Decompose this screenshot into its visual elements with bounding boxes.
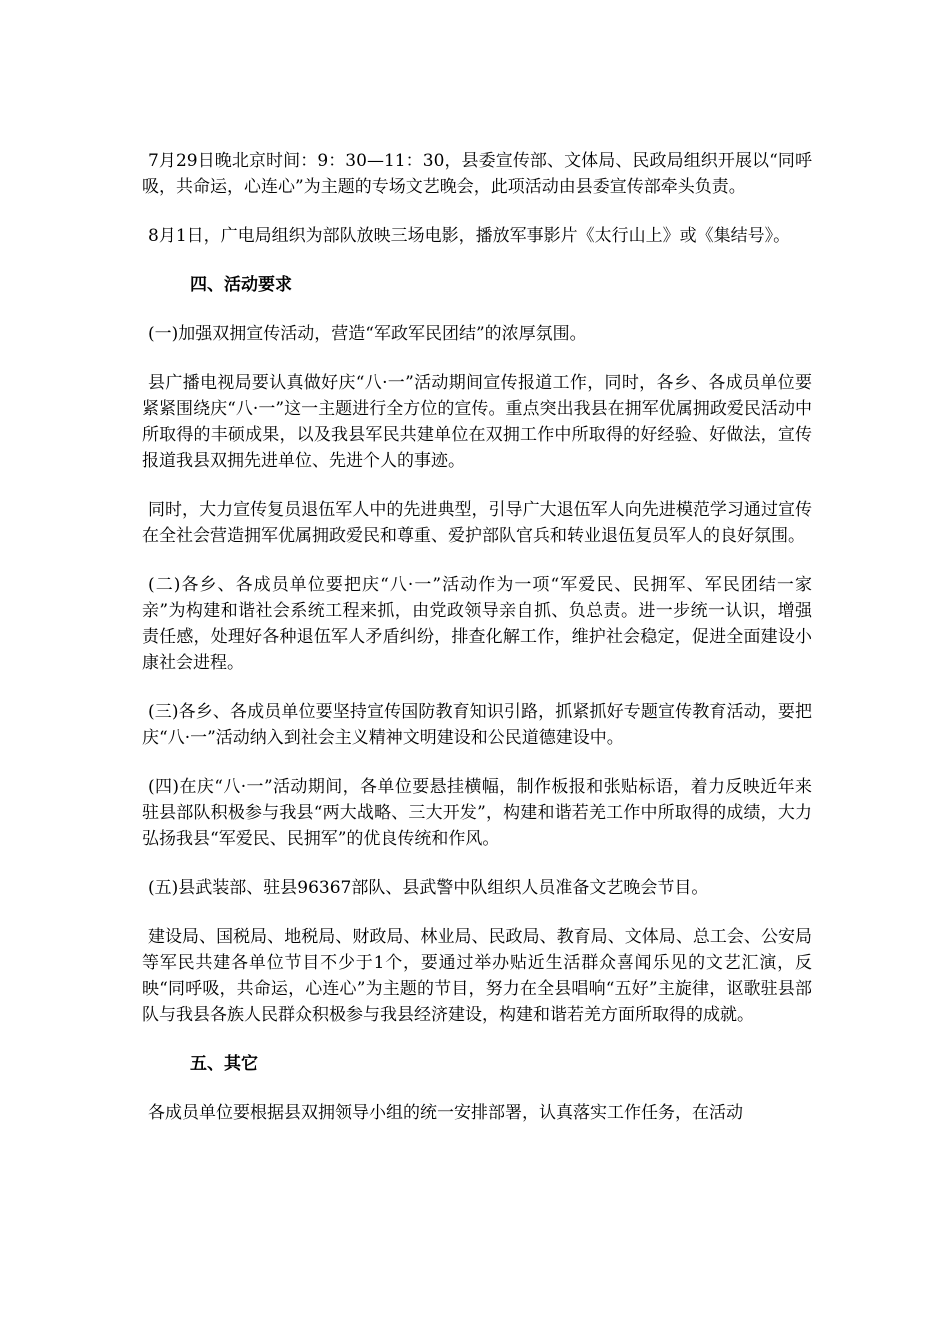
paragraph-item-1: (一)加强双拥宣传活动，营造“军政军民团结”的浓厚氛围。 (148, 324, 587, 344)
paragraph-item-5: (五)县武装部、驻县96367部队、县武警中队组织人员准备文艺晚会节目。 (148, 878, 709, 898)
section-heading-requirements: 四、活动要求 (190, 275, 292, 295)
paragraph-evening-gala: 7月29日晚北京时间：9：30—11：30，县委宣传部、文体局、民政局组织开展以“同呼吸，共命运，心连心”为主题的专场文艺晚会，此项活动由县委宣传部牵头负责。 (142, 151, 812, 197)
paragraph-other-tasks: 各成员单位要根据县双拥领导小组的统一安排部署，认真落实工作任务，在活动 (148, 1103, 743, 1123)
paragraph-veteran-publicity: 同时，大力宣传复员退伍军人中的先进典型，引导广大退伍军人向先进模范学习通过宣传在全社会营造拥军优属拥政爱民和尊重、爱护部队官兵和转业退伍复员军人的良好氛围。 (142, 500, 812, 546)
paragraph-unit-programs: 建设局、国税局、地税局、财政局、林业局、民政局、教育局、文体局、总工会、公安局等军民共建各单位节目不少于1个，要通过举办贴近生活群众喜闻乐见的文艺汇演，反映“同呼吸，共命运，心连心”为主题的节目，努力在全县唱响“五好”主旋律，讴歌驻县部队与我县各族人民群众积极参与我县经济建设，构建和谐若羌方面所取得的成就。 (142, 927, 812, 1025)
section-heading-other: 五、其它 (190, 1054, 258, 1074)
paragraph-broadcast-publicity: 县广播电视局要认真做好庆“八·一”活动期间宣传报道工作，同时，各乡、各成员单位要紧紧围绕庆“八·一”这一主题进行全方位的宣传。重点突出我县在拥军优属拥政爱民活动中所取得的丰硕成果，以及我县军民共建单位在双拥工作中所取得的好经验、好做法，宣传报道我县双拥先进单位、先进个人的事迹。 (142, 373, 812, 471)
paragraph-item-2: (二)各乡、各成员单位要把庆“八·一”活动作为一项“军爱民、民拥军、军民团结一家亲”为构建和谐社会系统工程来抓，由党政领导亲自抓、负总责。进一步统一认识，增强责任感，处理好各种退伍军人矛盾纠纷，排查化解工作，维护社会稳定，促进全面建设小康社会进程。 (142, 575, 812, 673)
paragraph-item-4: (四)在庆“八·一”活动期间，各单位要悬挂横幅，制作板报和张贴标语，着力反映近年来驻县部队积极参与我县“两大战略、三大开发”，构建和谐若羌工作中所取得的成绩，大力弘扬我县“军爱民、民拥军”的优良传统和作风。 (142, 777, 812, 849)
document-page (142, 148, 812, 1149)
paragraph-film-screening: 8月1日，广电局组织为部队放映三场电影，播放军事影片《太行山上》或《集结号》。 (148, 226, 791, 246)
paragraph-item-3: (三)各乡、各成员单位要坚持宣传国防教育知识引路，抓紧抓好专题宣传教育活动，要把庆“八·一”活动纳入到社会主义精神文明建设和公民道德建设中。 (142, 702, 812, 748)
